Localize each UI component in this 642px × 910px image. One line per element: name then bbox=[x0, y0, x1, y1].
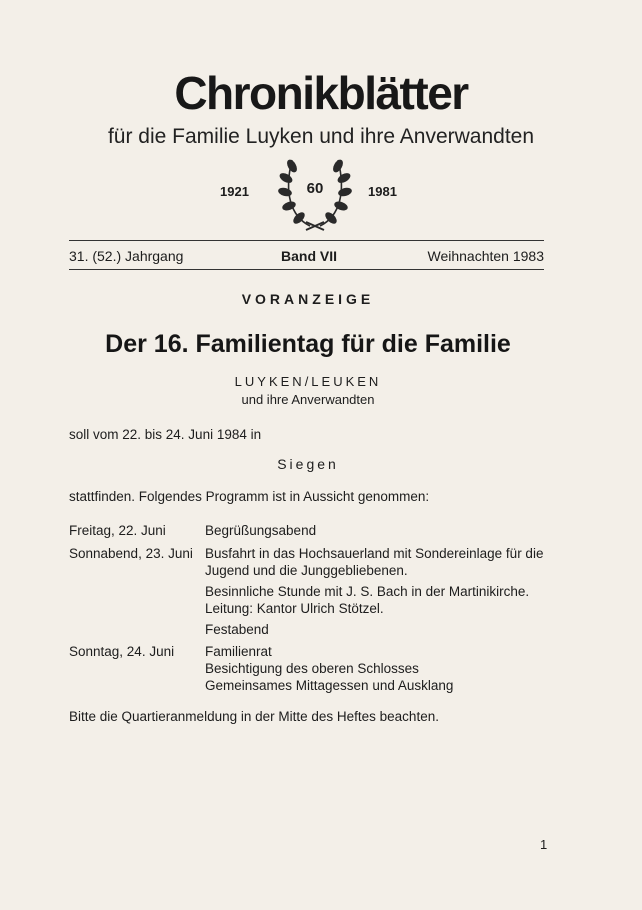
program-day: Sonntag, 24. Juni bbox=[69, 644, 175, 659]
page-number: 1 bbox=[540, 837, 548, 852]
event-place: Siegen bbox=[277, 456, 339, 472]
anniversary-emblem bbox=[0, 152, 642, 232]
program-item: Besichtigung des oberen Schlosses bbox=[205, 661, 419, 676]
anniversary-number: 60 bbox=[306, 180, 324, 197]
announcement-headline: Der 16. Familientag für die Familie bbox=[105, 330, 511, 358]
year-start: 1921 bbox=[220, 184, 249, 199]
program-item: Festabend bbox=[205, 622, 269, 637]
edition-label: Weihnachten 1983 bbox=[427, 248, 544, 264]
program-item: Besinnliche Stunde mit J. S. Bach in der Martinikirche. Leitung: Kantor Ulrich Stötzel. bbox=[205, 584, 530, 616]
publication-subtitle: für die Familie Luyken und ihre Anverwandten bbox=[107, 125, 535, 148]
program-intro: stattfinden. Folgendes Programm ist in Aussicht genommen: bbox=[69, 489, 430, 504]
publication-title: Chronikblätter bbox=[174, 67, 468, 119]
program-item: Begrüßungsabend bbox=[205, 523, 317, 538]
footer-note: Bitte die Quartieranmeldung in der Mitte des Heftes beachten. bbox=[69, 709, 439, 724]
program-item: Gemeinsames Mittagessen und Ausklang bbox=[205, 678, 454, 693]
program-day: Freitag, 22. Juni bbox=[69, 523, 166, 538]
year-end: 1981 bbox=[368, 184, 397, 199]
program-item: Busfahrt in das Hochsauerland mit Sondereinlage für die Jugend und die Junggebliebenen. bbox=[205, 546, 544, 578]
family-name: LUYKEN/LEUKEN bbox=[234, 374, 382, 389]
relatives-line: und ihre Anverwandten bbox=[241, 392, 375, 407]
divider-bottom bbox=[69, 269, 544, 270]
band-number: Band VII bbox=[281, 248, 338, 264]
program-day: Sonnabend, 23. Juni bbox=[69, 546, 193, 561]
announcement-label: VORANZEIGE bbox=[241, 291, 375, 307]
divider-top bbox=[69, 240, 544, 241]
date-line: soll vom 22. bis 24. Juni 1984 in bbox=[69, 427, 262, 442]
program-item: Familienrat bbox=[205, 644, 272, 659]
volume-year: 31. (52.) Jahrgang bbox=[69, 248, 184, 264]
